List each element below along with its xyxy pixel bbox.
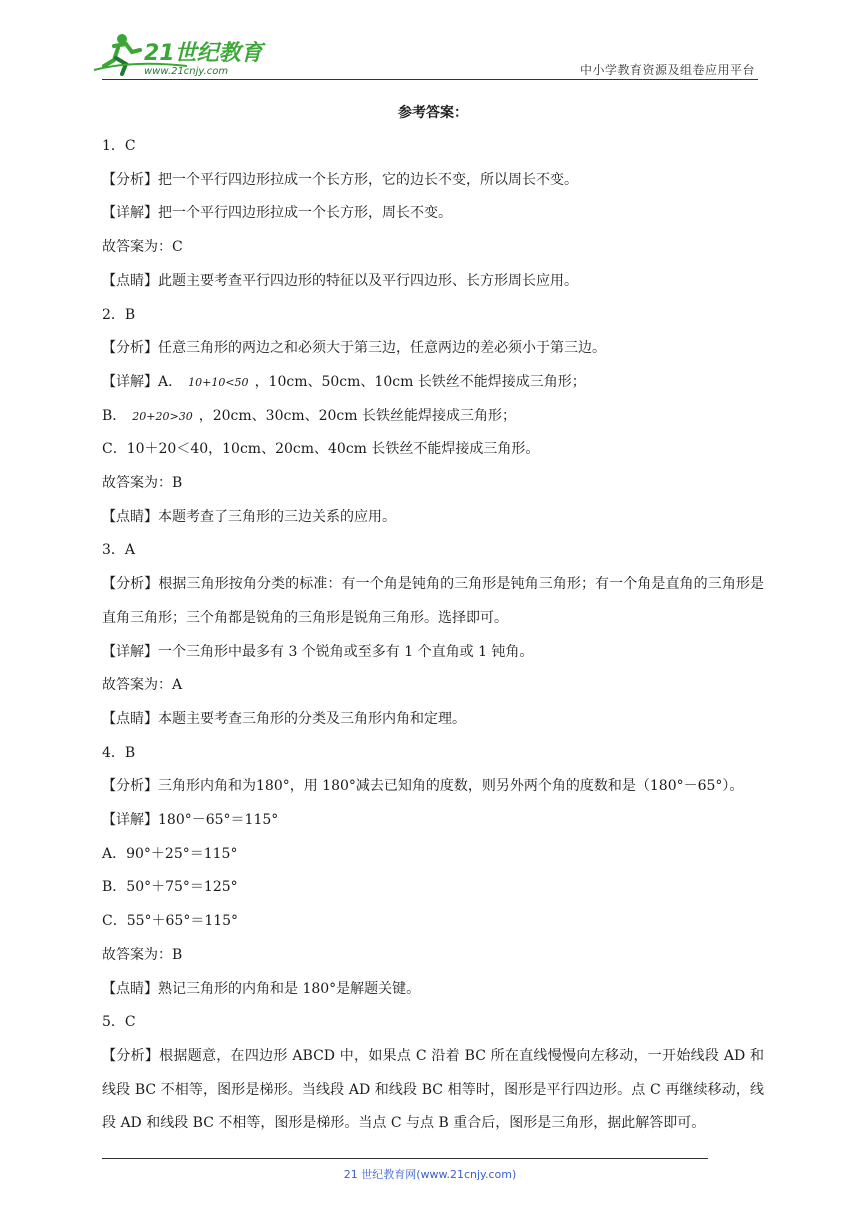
answer-line (102, 568, 764, 635)
answer-line (102, 501, 764, 535)
answer-document (102, 96, 764, 1141)
line-text: ，20cm、30cm、20cm 长铁丝能焊接成三角形； (198, 407, 516, 424)
line-text: 【点睛】本题主要考查三角形的分类及三角形内角和定理。 (102, 710, 466, 727)
answer-line (102, 299, 764, 333)
platform-name: 中小学教育资源及组卷应用平台 (579, 63, 755, 77)
line-text: 【详解】把一个平行四边形拉成一个长方形，周长不变。 (102, 205, 452, 222)
runner-logo-icon (92, 30, 267, 82)
line-text: 【点睛】此题主要考查平行四边形的特征以及平行四边形、长方形周长应用。 (102, 272, 578, 289)
answer-line (102, 332, 764, 366)
answer-line (102, 737, 764, 771)
line-text: 故答案为：A (102, 677, 183, 694)
answer-line (102, 265, 764, 299)
line-text: 【分析】三角形内角和为180°，用 180°减去已知角的度数，则另外两个角的度数和是（180°－65°）。 (102, 778, 744, 795)
line-text: ，10cm、50cm、10cm 长铁丝不能焊接成三角形； (254, 373, 586, 390)
line-text: 故答案为：C (102, 239, 183, 256)
answer-line (102, 871, 764, 905)
line-text: 故答案为：B (102, 946, 183, 963)
site-logo[interactable] (92, 30, 267, 82)
answer-line (102, 905, 764, 939)
answer-line (102, 703, 764, 737)
answer-line (102, 973, 764, 1007)
math-expression: 20+20>30 (132, 409, 193, 423)
answer-line (102, 636, 764, 670)
line-text: C．10＋20＜40，10cm、20cm、40cm 长铁丝不能焊接成三角形。 (102, 441, 540, 458)
answer-line (102, 1006, 764, 1040)
line-text: 5．C (102, 1014, 136, 1031)
line-text: 故答案为：B (102, 475, 183, 492)
answer-line (102, 770, 764, 804)
page-title: 参考答案： (398, 105, 468, 121)
answer-line (102, 164, 764, 198)
footer-divider (102, 1158, 708, 1159)
footer-link[interactable]: 21 世纪教育网(www.21cnjy.com) (343, 1168, 517, 1181)
svg-text:www.21cnjy.com: www.21cnjy.com (144, 66, 229, 77)
line-text: 4．B (102, 744, 136, 761)
answer-line (102, 939, 764, 973)
answer-line (102, 467, 764, 501)
line-text: 2．B (102, 306, 136, 323)
line-text: C．55°＋65°＝115° (102, 913, 239, 930)
answer-line (102, 1040, 764, 1141)
line-text: 【详解】180°－65°＝115° (102, 812, 279, 829)
math-expression: 10+10<50 (188, 375, 249, 389)
page-header (0, 0, 860, 90)
header-divider (102, 79, 758, 80)
line-text: 【点睛】熟记三角形的内角和是 180°是解题关键。 (102, 980, 421, 997)
answer-line (102, 366, 764, 400)
line-text: 【点睛】本题考查了三角形的三边关系的应用。 (102, 508, 396, 525)
line-prefix: 【详解】A． (102, 373, 183, 390)
answer-line (102, 197, 764, 231)
line-text: 【分析】根据题意，在四边形 ABCD 中，如果点 C 沿着 BC 所在直线慢慢向左移动，一开始线段 AD 和线段 BC 不相等，图形是梯形。当线段 AD 和线段 BC 相等时，图形是平行四边形。点 C 再继续移动，线段 AD 和线段 BC 不相等，图形是梯形。当点 C 与点 B 重合后，图形是三角形，据此解答即可。 (102, 1047, 764, 1132)
answer-line (102, 433, 764, 467)
answer-line (102, 838, 764, 872)
line-text: 【详解】一个三角形中最多有 3 个锐角或至多有 1 个直角或 1 钝角。 (102, 643, 534, 660)
answer-lines (102, 130, 764, 1141)
line-prefix: B． (102, 407, 127, 424)
answer-line (102, 231, 764, 265)
line-text: B．50°＋75°＝125° (102, 879, 238, 896)
line-text: 3．A (102, 542, 136, 559)
line-text: A．90°＋25°＝115° (102, 845, 238, 862)
line-text: 【分析】根据三角形按角分类的标准：有一个角是钝角的三角形是钝角三角形；有一个角是直角的三角形是直角三角形；三个角都是锐角的三角形是锐角三角形。选择即可。 (102, 576, 764, 626)
line-text: 1．C (102, 138, 136, 154)
answer-line (102, 130, 764, 164)
answer-line (102, 534, 764, 568)
answer-line (102, 669, 764, 703)
answer-line (102, 400, 764, 434)
line-text: 【分析】把一个平行四边形拉成一个长方形，它的边长不变，所以周长不变。 (102, 171, 578, 188)
svg-text:21世纪教育: 21世纪教育 (144, 41, 263, 66)
answer-line (102, 804, 764, 838)
line-text: 【分析】任意三角形的两边之和必须大于第三边，任意两边的差必须小于第三边。 (102, 340, 606, 357)
